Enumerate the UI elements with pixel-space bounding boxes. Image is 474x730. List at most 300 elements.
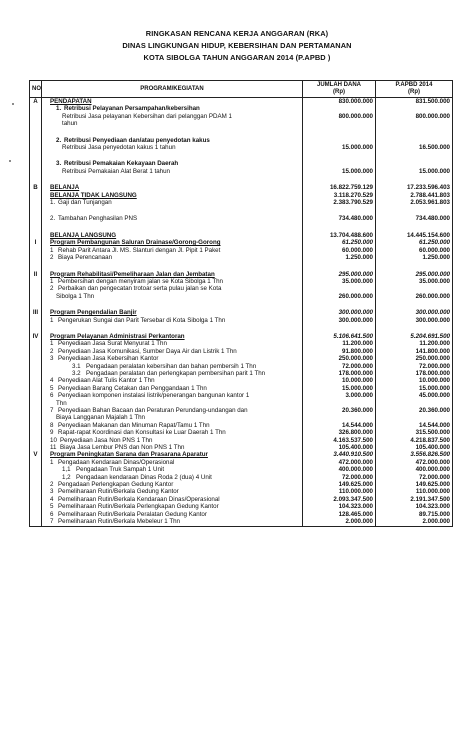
row-program-cell: [42, 223, 303, 232]
row-index: 9: [50, 429, 54, 437]
row-jumlah-dana: 149.625.000: [303, 481, 376, 488]
row-jumlah-dana: [303, 300, 376, 309]
row-label: Pengadaan Kendaraan Dinas/Operasional: [58, 458, 175, 466]
row-number: [30, 160, 42, 167]
row-label: Penyediaan Jasa Surat Menyurat 1 Thn: [58, 340, 167, 348]
table-row: [30, 278, 453, 285]
row-papbd: 141.800.000: [376, 348, 453, 355]
table-row: [30, 451, 453, 458]
row-label: Penyediaan Jasa Non PNS 1 Thn: [60, 436, 153, 444]
row-program-cell: [42, 474, 303, 481]
row-jumlah-dana: 15.000.000: [303, 385, 376, 392]
row-number: A: [30, 98, 42, 106]
row-label: Tambahan Penghasilan PNS: [58, 215, 138, 223]
row-label: Rapat-rapat Koordinasi dan Konsultasi ke Luar Daerah 1 Thn: [58, 429, 226, 437]
row-jumlah-dana: [303, 120, 376, 127]
table-row: [30, 184, 453, 191]
row-papbd: [376, 128, 453, 137]
row-program-cell: [42, 293, 303, 300]
table-row: [30, 407, 453, 414]
row-jumlah-dana: 2.383.790.529: [303, 199, 376, 206]
table-row: [30, 215, 453, 222]
column-header-jumlah: [303, 81, 376, 98]
row-index: 6: [50, 510, 54, 518]
row-papbd: 20.360.000: [376, 407, 453, 414]
row-jumlah-dana: 2.000.000: [303, 518, 376, 526]
table-row: [30, 271, 453, 278]
row-number: [30, 392, 42, 399]
row-program-cell: [42, 206, 303, 215]
table-row: [30, 247, 453, 254]
row-papbd: [376, 160, 453, 167]
row-program-cell: [42, 278, 303, 285]
row-number: [30, 348, 42, 355]
row-number: [30, 429, 42, 436]
row-papbd: 61.250.000: [376, 239, 453, 246]
row-number: [30, 444, 42, 451]
table-row: [30, 192, 453, 199]
table-row: [30, 385, 453, 392]
row-program-cell: [42, 348, 303, 355]
row-index: 1: [50, 458, 54, 466]
row-papbd: 5.204.691.500: [376, 333, 453, 340]
row-number: [30, 223, 42, 232]
row-number: [30, 518, 42, 526]
row-jumlah-dana: 472.000.000: [303, 459, 376, 466]
row-program-cell: [42, 444, 303, 451]
row-papbd: [376, 300, 453, 309]
table-row: [30, 348, 453, 355]
row-papbd: 472.000.000: [376, 459, 453, 466]
row-jumlah-dana: 15.000.000: [303, 144, 376, 151]
row-jumlah-dana: 2.093.347.500: [303, 496, 376, 503]
row-jumlah-dana: 4.163.537.500: [303, 437, 376, 444]
row-jumlah-dana: 15.000.000: [303, 168, 376, 175]
table-row: [30, 518, 453, 526]
row-program-cell: [42, 370, 303, 377]
row-number: [30, 300, 42, 309]
table-row: [30, 481, 453, 488]
table-row: [30, 300, 453, 309]
row-jumlah-dana: 3.118.270.529: [303, 192, 376, 199]
row-papbd: 14.544.000: [376, 422, 453, 429]
table-row: [30, 98, 453, 106]
row-index: 1: [50, 316, 54, 324]
row-label: Pengadaan Perlengkapan Gedung Kantor: [58, 481, 174, 489]
row-papbd: 45.000.000: [376, 392, 453, 399]
row-number: [30, 144, 42, 151]
table-row: [30, 444, 453, 451]
row-label: PENDAPATAN: [50, 98, 92, 105]
row-label: Penyediaan Alat Tulis Kantor 1 Thn: [58, 377, 155, 385]
row-jumlah-dana: [303, 137, 376, 144]
row-jumlah-dana: [303, 414, 376, 421]
row-number: [30, 407, 42, 414]
row-program-cell: [42, 459, 303, 466]
row-papbd: 400.000.000: [376, 466, 453, 473]
table-row: [30, 144, 453, 151]
table-row: [30, 333, 453, 340]
column-header-jumlah-title: JUMLAH DANA: [317, 82, 361, 88]
row-number: I: [30, 239, 42, 246]
row-papbd: 72.000.000: [376, 363, 453, 370]
column-header-papbd-title: P.APBD 2014: [395, 82, 433, 88]
row-number: [30, 340, 42, 347]
row-number: [30, 363, 42, 370]
row-papbd: [376, 414, 453, 421]
row-jumlah-dana: 734.480.000: [303, 215, 376, 222]
row-program-cell: [42, 120, 303, 127]
table-row: [30, 254, 453, 261]
row-papbd: 104.323.000: [376, 503, 453, 510]
row-jumlah-dana: 60.000.000: [303, 247, 376, 254]
row-jumlah-dana: 3.000.000: [303, 392, 376, 399]
table-row: [30, 120, 453, 127]
row-number: [30, 466, 42, 473]
row-program-cell: [42, 151, 303, 160]
row-label: Thn: [56, 399, 67, 407]
row-number: [30, 262, 42, 271]
row-program-cell: [42, 414, 303, 421]
row-label: Pengerukan Sungai dan Parit Tersebar di Kota Sibolga 1 Thn: [58, 316, 226, 324]
row-papbd: [376, 175, 453, 184]
row-program-cell: [42, 488, 303, 495]
row-jumlah-dana: [303, 151, 376, 160]
row-jumlah-dana: 1.250.000: [303, 254, 376, 261]
row-program-cell: [42, 451, 303, 458]
row-program-cell: [42, 239, 303, 246]
row-label: tahun: [62, 120, 78, 128]
row-number: [30, 459, 42, 466]
row-index: 1.: [56, 105, 62, 113]
row-number: [30, 113, 42, 120]
table-row: [30, 168, 453, 175]
table-row: [30, 199, 453, 206]
row-jumlah-dana: [303, 128, 376, 137]
row-papbd: 800.000.000: [376, 113, 453, 120]
table-row: [30, 437, 453, 444]
row-papbd: 300.000.000: [376, 309, 453, 316]
row-jumlah-dana: 300.000.000: [303, 317, 376, 324]
row-number: II: [30, 271, 42, 278]
row-number: [30, 278, 42, 285]
row-jumlah-dana: [303, 223, 376, 232]
row-label: Pengadaan Truk Sampah 1 Unit: [76, 466, 165, 474]
row-label: Retribusi Pelayanan Persampahan/kebersihan: [64, 105, 200, 113]
row-number: [30, 355, 42, 362]
row-index: 4: [50, 495, 54, 503]
row-number: [30, 175, 42, 184]
row-index: 3.: [56, 160, 62, 168]
row-jumlah-dana: 14.544.000: [303, 422, 376, 429]
row-papbd: 3.556.826.500: [376, 451, 453, 458]
row-jumlah-dana: 13.704.488.600: [303, 232, 376, 239]
row-number: [30, 293, 42, 300]
row-index: 1.: [50, 199, 56, 207]
row-label: Retribusi Jasa pelayanan Kebersihan dari pelanggan PDAM 1: [62, 112, 232, 120]
row-jumlah-dana: 35.000.000: [303, 278, 376, 285]
table-row: [30, 474, 453, 481]
row-number: [30, 370, 42, 377]
row-number: [30, 324, 42, 333]
table-row: [30, 496, 453, 503]
row-jumlah-dana: 61.250.000: [303, 239, 376, 246]
row-program-cell: [42, 340, 303, 347]
row-label: Pemeliharaan Rutin/Berkala Gedung Kantor: [58, 488, 179, 496]
table-row: [30, 175, 453, 184]
row-jumlah-dana: 10.000.000: [303, 377, 376, 384]
row-papbd: 734.480.000: [376, 215, 453, 222]
row-program-cell: [42, 429, 303, 436]
row-number: [30, 254, 42, 261]
row-number: [30, 437, 42, 444]
row-number: B: [30, 184, 42, 191]
row-papbd: 15.000.000: [376, 385, 453, 392]
column-header-papbd: [376, 81, 453, 98]
table-row: [30, 151, 453, 160]
row-jumlah-dana: 105.400.000: [303, 444, 376, 451]
row-program-cell: [42, 262, 303, 271]
row-index: 5: [50, 503, 54, 511]
row-papbd: 831.500.000: [376, 98, 453, 106]
row-label: Biaya Langganan Majalah 1 Thn: [56, 414, 145, 422]
row-label: Penyediaan komponen instalasi listrik/penerangan bangunan kantor 1: [58, 392, 250, 400]
table-row: [30, 128, 453, 137]
row-program-cell: [42, 496, 303, 503]
row-papbd: 11.200.000: [376, 340, 453, 347]
table-body: [30, 98, 453, 527]
row-label: Program Peningkatan Sarana dan Prasarana Aparatur: [50, 451, 208, 459]
row-program-cell: [42, 377, 303, 384]
table-row: [30, 414, 453, 421]
document-title-line-3: KOTA SIBOLGA TAHUN ANGGARAN 2014 (P.APBD ): [143, 53, 331, 62]
row-label: Retribusi Pemakaian Kekayaan Daerah: [64, 160, 179, 168]
row-program-cell: [42, 333, 303, 340]
row-number: V: [30, 451, 42, 458]
row-papbd: 4.218.837.500: [376, 437, 453, 444]
row-number: [30, 128, 42, 137]
row-program-cell: [42, 385, 303, 392]
table-row: [30, 309, 453, 316]
row-number: [30, 496, 42, 503]
row-papbd: 1.250.000: [376, 254, 453, 261]
row-jumlah-dana: 110.000.000: [303, 488, 376, 495]
document-title-line-2: DINAS LINGKUNGAN HIDUP, KEBERSIHAN DAN PERTAMANAN: [122, 41, 352, 50]
row-jumlah-dana: 300.000.000: [303, 309, 376, 316]
row-label: Pengadaan kendaraan Dinas Roda 2 (dua) 4 Unit: [76, 473, 212, 481]
row-program-cell: [42, 215, 303, 222]
table-header-row: [30, 81, 453, 98]
row-index: 11: [50, 444, 57, 452]
row-program-cell: [42, 422, 303, 429]
row-number: [30, 285, 42, 292]
row-jumlah-dana: 178.000.000: [303, 370, 376, 377]
row-jumlah-dana: [303, 105, 376, 112]
row-papbd: 89.715.000: [376, 511, 453, 518]
row-jumlah-dana: [303, 324, 376, 333]
row-jumlah-dana: 260.000.000: [303, 293, 376, 300]
row-program-cell: [42, 254, 303, 261]
row-program-cell: [42, 232, 303, 239]
row-papbd: 17.233.596.403: [376, 184, 453, 191]
column-header-papbd-unit: (Rp): [408, 89, 420, 95]
row-program-cell: [42, 113, 303, 120]
row-jumlah-dana: 295.000.000: [303, 271, 376, 278]
row-jumlah-dana: 400.000.000: [303, 466, 376, 473]
column-header-jumlah-unit: (Rp): [333, 89, 345, 95]
row-index: 1: [50, 246, 54, 254]
row-program-cell: [42, 199, 303, 206]
table-row: [30, 285, 453, 292]
row-jumlah-dana: 91.800.000: [303, 348, 376, 355]
row-label: Penyediaan Jasa Komunikasi, Sumber Daya Air dan Listrik 1 Thn: [58, 347, 237, 355]
row-number: [30, 215, 42, 222]
row-index: 4: [50, 377, 54, 385]
row-program-cell: [42, 355, 303, 362]
row-label: Penyediaan Makanan dan Minuman Rapat/Tamu 1 Thn: [58, 421, 210, 429]
row-number: [30, 414, 42, 421]
row-label: Sibolga 1 Thn: [56, 292, 95, 300]
scan-speck: [12, 103, 14, 105]
row-index: 2: [50, 285, 54, 293]
row-number: [30, 422, 42, 429]
row-label: Pengadaan peralatan kebersihan dan bahan pembersih 1 Thn: [86, 362, 257, 370]
row-jumlah-dana: 72.000.000: [303, 363, 376, 370]
table-row: [30, 105, 453, 112]
row-label: Perbaikan dan pengecatan trotoar serta pulau jalan se Kota: [58, 285, 222, 293]
row-index: 8: [50, 421, 54, 429]
row-number: [30, 511, 42, 518]
table-row: [30, 113, 453, 120]
row-program-cell: [42, 466, 303, 473]
row-papbd: [376, 120, 453, 127]
row-number: [30, 385, 42, 392]
table-row: [30, 340, 453, 347]
table-row: [30, 422, 453, 429]
table-row: [30, 223, 453, 232]
row-label: Pemeliharaan Rutin/Berkala Mebeleur 1 Thn: [58, 518, 180, 526]
row-program-cell: [42, 184, 303, 191]
scan-speck: [9, 160, 11, 162]
row-papbd: 149.625.000: [376, 481, 453, 488]
row-papbd: [376, 400, 453, 407]
row-papbd: 14.445.154.600: [376, 232, 453, 239]
row-papbd: [376, 105, 453, 112]
row-jumlah-dana: [303, 160, 376, 167]
row-number: [30, 317, 42, 324]
row-label: Retribusi Pemakaian Alat Berat 1 tahun: [62, 167, 170, 175]
row-papbd: 295.000.000: [376, 271, 453, 278]
row-number: IV: [30, 333, 42, 340]
row-program-cell: [42, 168, 303, 175]
row-program-cell: [42, 503, 303, 510]
row-program-cell: [42, 400, 303, 407]
row-papbd: 2.788.441.803: [376, 192, 453, 199]
row-number: [30, 232, 42, 239]
row-label: BELANJA TIDAK LANGSUNG: [50, 191, 137, 199]
row-jumlah-dana: [303, 262, 376, 271]
budget-table: [29, 80, 453, 527]
row-index: 3: [50, 488, 54, 496]
row-jumlah-dana: [303, 206, 376, 215]
row-index: 2: [50, 347, 54, 355]
row-papbd: 2.053.961.803: [376, 199, 453, 206]
row-index: 3.2: [72, 369, 81, 377]
row-program-cell: [42, 128, 303, 137]
row-papbd: 60.000.000: [376, 247, 453, 254]
row-papbd: 250.000.000: [376, 355, 453, 362]
row-jumlah-dana: 72.000.000: [303, 474, 376, 481]
row-jumlah-dana: 250.000.000: [303, 355, 376, 362]
row-index: 3.1: [72, 362, 81, 370]
row-program-cell: [42, 407, 303, 414]
table-row: [30, 429, 453, 436]
row-jumlah-dana: [303, 175, 376, 184]
row-label: Penyediaan Bahan Bacaan dan Peraturan Perundang-undangan dan: [58, 407, 248, 414]
row-papbd: 300.000.000: [376, 317, 453, 324]
row-jumlah-dana: 3.440.910.500: [303, 451, 376, 458]
row-label: Rehab Parit Antara Jl. MS. Slanturi dengan Jl. Pipit 1 Paket: [58, 246, 221, 254]
row-papbd: 260.000.000: [376, 293, 453, 300]
column-header-no: NO: [30, 81, 42, 98]
row-program-cell: [42, 363, 303, 370]
row-number: [30, 377, 42, 384]
row-number: [30, 168, 42, 175]
row-index: 3: [50, 355, 54, 363]
row-papbd: [376, 206, 453, 215]
row-program-cell: [42, 98, 303, 106]
row-papbd: [376, 137, 453, 144]
row-index: 2: [50, 481, 54, 489]
row-papbd: 315.500.000: [376, 429, 453, 436]
row-jumlah-dana: 11.200.000: [303, 340, 376, 347]
table-row: [30, 370, 453, 377]
row-number: [30, 247, 42, 254]
row-index: 1: [50, 340, 54, 348]
row-label: Retribusi Penyediaan dan/atau penyedotan kakus: [64, 136, 210, 144]
row-papbd: [376, 324, 453, 333]
row-number: [30, 120, 42, 127]
row-label: Program Rehabilitasi/Pemeliharaan Jalan dan Jembatan: [50, 270, 215, 278]
row-program-cell: [42, 137, 303, 144]
row-papbd: 2.000.000: [376, 518, 453, 526]
table-row: [30, 232, 453, 239]
row-program-cell: [42, 160, 303, 167]
row-index: 1: [50, 277, 54, 285]
row-jumlah-dana: 16.822.759.129: [303, 184, 376, 191]
row-papbd: 105.400.000: [376, 444, 453, 451]
row-label: Pemeliharaan Rutin/Berkala Perlengkapan Gedung Kantor: [58, 503, 219, 511]
table-row: [30, 466, 453, 473]
row-program-cell: [42, 481, 303, 488]
row-program-cell: [42, 518, 303, 526]
row-jumlah-dana: 20.360.000: [303, 407, 376, 414]
row-program-cell: [42, 192, 303, 199]
row-number: [30, 481, 42, 488]
row-label: Pembersihan dengan menyiram jalan se Kota Sibolga 1 Thn: [58, 277, 223, 285]
table-row: [30, 293, 453, 300]
column-header-program: PROGRAM/KEGIATAN: [42, 81, 303, 98]
table-row: [30, 137, 453, 144]
row-label: Biaya Jasa Lembur PNS dan Non PNS 1 Thn: [60, 444, 185, 452]
row-label: Program Pengendalian Banjir: [50, 309, 137, 317]
table-row: [30, 160, 453, 167]
row-jumlah-dana: 830.000.000: [303, 98, 376, 106]
row-jumlah-dana: [303, 400, 376, 407]
row-jumlah-dana: 5.106.641.500: [303, 333, 376, 340]
row-number: [30, 151, 42, 160]
row-papbd: [376, 262, 453, 271]
